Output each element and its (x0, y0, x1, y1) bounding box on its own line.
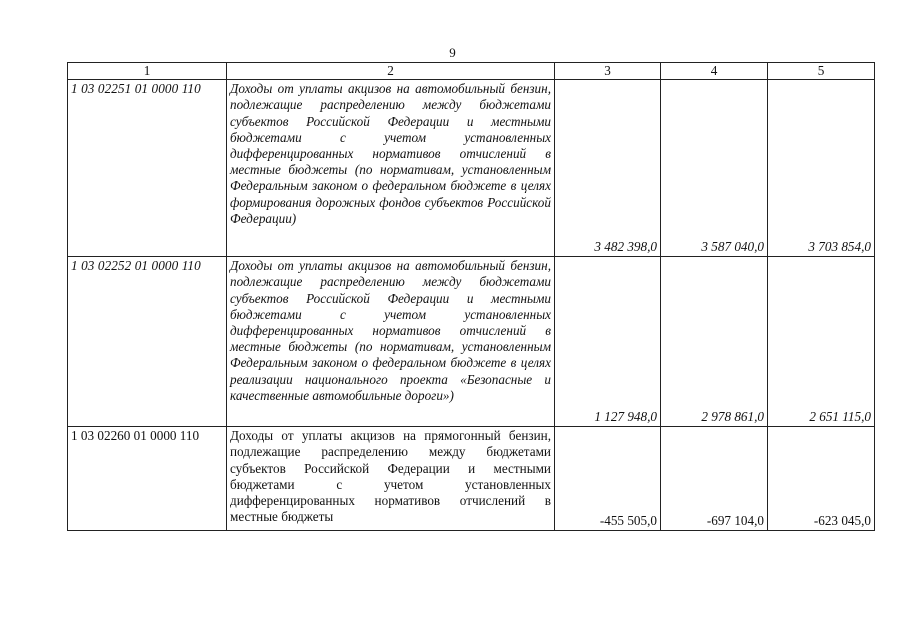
column-header-5: 5 (768, 63, 875, 80)
row-value-col4: -697 104,0 (661, 427, 768, 531)
column-header-1: 1 (68, 63, 227, 80)
column-header-3: 3 (555, 63, 661, 80)
row-value-col5: 3 703 854,0 (768, 80, 875, 257)
row-value-col3: -455 505,0 (555, 427, 661, 531)
row-value-col3: 1 127 948,0 (555, 257, 661, 427)
row-code: 1 03 02251 01 0000 110 (68, 80, 227, 257)
column-header-2: 2 (227, 63, 555, 80)
row-code: 1 03 02252 01 0000 110 (68, 257, 227, 427)
row-value-col4: 3 587 040,0 (661, 80, 768, 257)
row-value-col5: -623 045,0 (768, 427, 875, 531)
table-header-row (68, 63, 875, 80)
row-value-col5: 2 651 115,0 (768, 257, 875, 427)
row-value-col3: 3 482 398,0 (555, 80, 661, 257)
table-row (68, 257, 875, 427)
table-row (68, 80, 875, 257)
table-row (68, 427, 875, 531)
page-number: 9 (449, 45, 456, 60)
row-description: Доходы от уплаты акцизов на автомобильный бензин, подлежащие распределению между бюджетами субъектов Российской Федерации и местными бюджетами с учетом установленных дифференцированных нормативов отчислений в местные бюджеты (по нормативам, установленным Федеральным законом о федеральном бюджете в целях реализации национального проекта «Безопасные и качественные автомобильные дороги») (227, 257, 555, 427)
row-description: Доходы от уплаты акцизов на автомобильный бензин, подлежащие распределению между бюджетами субъектов Российской Федерации и местными бюджетами с учетом установленных дифференцированных нормативов отчислений в местные бюджеты (по нормативам, установленным Федеральным законом о федеральном бюджете в целях формирования дорожных фондов субъектов Российской Федерации) (227, 80, 555, 257)
row-description: Доходы от уплаты акцизов на прямогонный бензин, подлежащие распределению между бюджетами субъектов Российской Федерации и местными бюджетами с учетом установленных дифференцированных нормативов отчислений в местные бюджеты (227, 427, 555, 531)
column-header-4: 4 (661, 63, 768, 80)
budget-revenue-table (67, 62, 875, 531)
row-code: 1 03 02260 01 0000 110 (68, 427, 227, 531)
row-value-col4: 2 978 861,0 (661, 257, 768, 427)
